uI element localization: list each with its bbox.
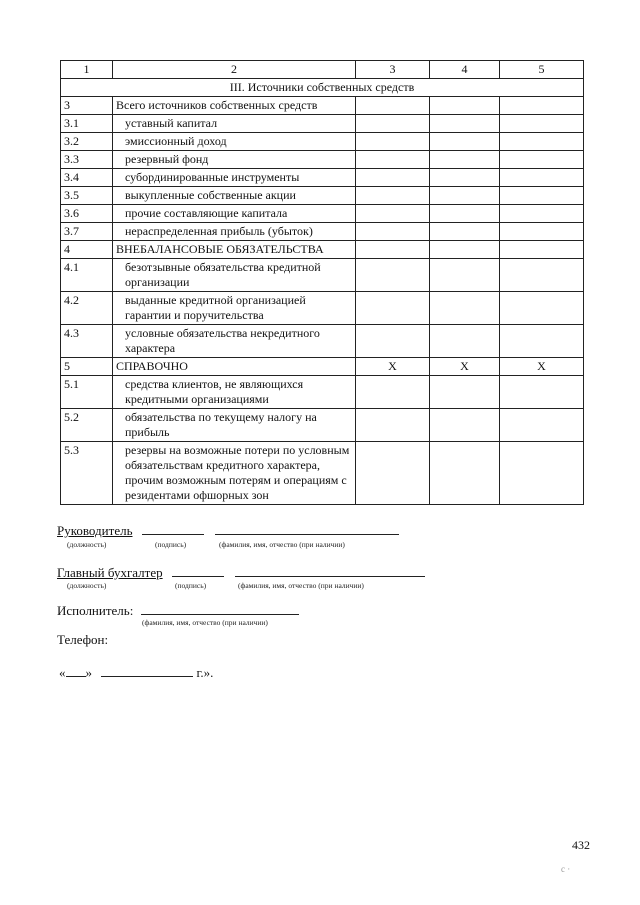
row-label: уставный капитал: [113, 115, 356, 133]
row-value-col5: [500, 169, 584, 187]
row-value-col4: [430, 133, 500, 151]
month-year-blank: [101, 664, 193, 677]
row-value-col3: [356, 442, 430, 505]
phone-label: Телефон:: [57, 632, 109, 647]
row-label: выданные кредитной организацией гарантии и поручительства: [113, 292, 356, 325]
table-row: [61, 241, 584, 259]
row-value-col4: [430, 97, 500, 115]
row-value-col4: [430, 151, 500, 169]
head-signature-line: [57, 522, 399, 539]
row-value-col5: [500, 133, 584, 151]
table-row: [61, 223, 584, 241]
row-value-col3: [356, 241, 430, 259]
row-value-col5: [500, 187, 584, 205]
date-year-suffix: г.».: [196, 665, 214, 680]
row-code: 5.3: [61, 442, 113, 505]
table-row: [61, 151, 584, 169]
row-value-col5: [500, 115, 584, 133]
table-row: [61, 205, 584, 223]
row-code: 3.3: [61, 151, 113, 169]
table-row: [61, 292, 584, 325]
row-value-col3: [356, 151, 430, 169]
table-row: [61, 115, 584, 133]
date-open-quote: «: [59, 665, 66, 680]
table-row: [61, 133, 584, 151]
accountant-sign-caption: (подпись): [175, 581, 207, 590]
row-value-col4: [430, 223, 500, 241]
row-value-col4: [430, 409, 500, 442]
executor-name-caption: (фамилия, имя, отчество (при наличии): [142, 618, 268, 627]
row-label: СПРАВОЧНО: [113, 358, 356, 376]
head-label: Руководитель: [57, 523, 133, 538]
row-value-col5: Х: [500, 358, 584, 376]
row-value-col4: [430, 169, 500, 187]
row-value-col4: [430, 115, 500, 133]
row-value-col3: [356, 409, 430, 442]
row-code: 5.1: [61, 376, 113, 409]
row-code: 3.2: [61, 133, 113, 151]
accountant-signature-line: [57, 564, 425, 581]
row-value-col5: [500, 241, 584, 259]
header-cell-4: 4: [430, 61, 500, 79]
date-line: [59, 664, 213, 681]
row-label: резервы на возможные потери по условным обязательствам кредитного характера, прочим возможным потерям и операциям с резидентами офшорных зон: [113, 442, 356, 505]
row-value-col5: [500, 442, 584, 505]
table-row: [61, 358, 584, 376]
row-value-col3: [356, 292, 430, 325]
row-value-col4: [430, 187, 500, 205]
row-value-col5: [500, 259, 584, 292]
row-value-col3: [356, 259, 430, 292]
table-row: [61, 409, 584, 442]
table-row: [61, 442, 584, 505]
row-value-col4: [430, 205, 500, 223]
sources-of-funds-table: [60, 60, 584, 505]
row-value-col5: [500, 205, 584, 223]
row-value-col3: [356, 133, 430, 151]
accountant-name-blank: [235, 564, 425, 577]
row-label: обязательства по текущему налогу на прибыль: [113, 409, 356, 442]
row-value-col3: [356, 325, 430, 358]
row-label: резервный фонд: [113, 151, 356, 169]
row-value-col5: [500, 376, 584, 409]
table-body: [61, 61, 584, 505]
row-label: условные обязательства некредитного характера: [113, 325, 356, 358]
row-value-col3: [356, 115, 430, 133]
row-code: 3.5: [61, 187, 113, 205]
section-title: III. Источники собственных средств: [61, 79, 584, 97]
row-code: 5.2: [61, 409, 113, 442]
row-label: средства клиентов, не являющихся кредитными организациями: [113, 376, 356, 409]
row-code: 3.1: [61, 115, 113, 133]
row-value-col3: [356, 205, 430, 223]
table-row: [61, 97, 584, 115]
row-code: 4.2: [61, 292, 113, 325]
row-code: 4.1: [61, 259, 113, 292]
row-code: 4: [61, 241, 113, 259]
row-value-col3: [356, 169, 430, 187]
row-label: нераспределенная прибыль (убыток): [113, 223, 356, 241]
corner-mark: с ·: [561, 864, 571, 874]
section-title-row: [61, 79, 584, 97]
header-cell-2: 2: [113, 61, 356, 79]
row-value-col4: Х: [430, 358, 500, 376]
row-label: безотзывные обязательства кредитной организации: [113, 259, 356, 292]
accountant-label: Главный бухгалтер: [57, 565, 163, 580]
table-row: [61, 259, 584, 292]
header-cell-5: 5: [500, 61, 584, 79]
row-code: 3.4: [61, 169, 113, 187]
head-position-caption: (должность): [67, 540, 107, 549]
row-value-col3: Х: [356, 358, 430, 376]
row-value-col4: [430, 259, 500, 292]
executor-name-blank: [141, 602, 299, 615]
page-number: 432: [572, 838, 590, 852]
row-code: 3.7: [61, 223, 113, 241]
row-value-col4: [430, 292, 500, 325]
row-code: 5: [61, 358, 113, 376]
table-row: [61, 325, 584, 358]
executor-line: [57, 602, 299, 619]
row-value-col5: [500, 325, 584, 358]
row-value-col5: [500, 151, 584, 169]
row-label: эмиссионный доход: [113, 133, 356, 151]
row-label: прочие составляющие капитала: [113, 205, 356, 223]
head-sign-blank: [142, 522, 204, 535]
row-label: ВНЕБАЛАНСОВЫЕ ОБЯЗАТЕЛЬСТВА: [113, 241, 356, 259]
row-value-col5: [500, 223, 584, 241]
row-value-col4: [430, 325, 500, 358]
row-label: Всего источников собственных средств: [113, 97, 356, 115]
accountant-sign-blank: [172, 564, 224, 577]
row-code: 3.6: [61, 205, 113, 223]
header-cell-3: 3: [356, 61, 430, 79]
head-name-caption: (фамилия, имя, отчество (при наличии): [219, 540, 345, 549]
row-value-col5: [500, 97, 584, 115]
row-value-col5: [500, 292, 584, 325]
accountant-name-caption: (фамилия, имя, отчество (при наличии): [238, 581, 364, 590]
executor-label: Исполнитель:: [57, 603, 134, 618]
head-name-blank: [215, 522, 399, 535]
row-value-col3: [356, 187, 430, 205]
row-code: 3: [61, 97, 113, 115]
head-sign-caption: (подпись): [155, 540, 187, 549]
accountant-position-caption: (должность): [67, 581, 107, 590]
row-label: выкупленные собственные акции: [113, 187, 356, 205]
table-header-row: [61, 61, 584, 79]
table-row: [61, 187, 584, 205]
table-row: [61, 376, 584, 409]
row-value-col4: [430, 442, 500, 505]
row-value-col4: [430, 376, 500, 409]
row-value-col3: [356, 376, 430, 409]
header-cell-1: 1: [61, 61, 113, 79]
row-value-col4: [430, 241, 500, 259]
table-row: [61, 169, 584, 187]
row-value-col3: [356, 223, 430, 241]
row-label: субординированные инструменты: [113, 169, 356, 187]
day-blank: [66, 664, 86, 677]
date-close-quote: »: [85, 665, 92, 680]
row-value-col5: [500, 409, 584, 442]
row-value-col3: [356, 97, 430, 115]
row-code: 4.3: [61, 325, 113, 358]
